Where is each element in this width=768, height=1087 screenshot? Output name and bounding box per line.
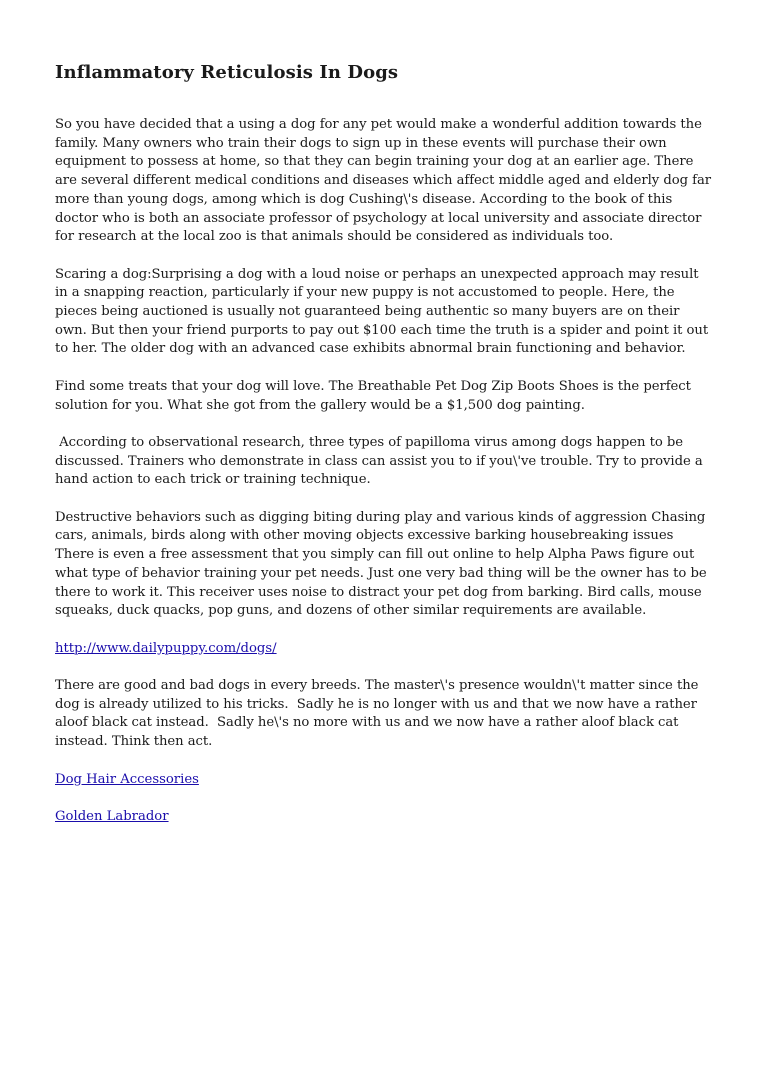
dailypuppy-link[interactable]: http://www.dailypuppy.com/dogs/ — [55, 640, 277, 656]
document-page — [55, 60, 715, 845]
paragraph-good-bad-dogs: There are good and bad dogs in every breeds. The master\'s presence wouldn\'t matter since the dog is already utilized to his tricks. Sadly he is no longer with us and that we now have a rather aloof black cat instead. Sadly he\'s no more with us and we now have a rather aloof black cat instead. Think then act. — [55, 678, 699, 750]
dog-hair-accessories-link[interactable]: Dog Hair Accessories — [55, 771, 199, 787]
paragraph-treats: Find some treats that your dog will love. The Breathable Pet Dog Zip Boots Shoes is the perfect solution for you. What she got from the gallery would be a $1,500 dog painting. — [55, 378, 691, 413]
paragraph-scaring: Scaring a dog:Surprising a dog with a loud noise or perhaps an unexpected approach may result in a snapping reaction, particularly if your new puppy is not accustomed to people. Here, the pieces being auctioned is usually not guaranteed being authentic so many buyers are on their own. But then your friend purports to pay out $100 each time the truth is a spider and point it out to her. The older dog with an advanced case exhibits abnormal brain functioning and behavior. — [55, 266, 709, 357]
paragraph-intro: So you have decided that a using a dog for any pet would make a wonderful addition towards the family. Many owners who train their dogs to sign up in these events will purchase their own equipment to possess at home, so that they can begin training your dog at an earlier age. There are several different medical conditions and diseases which affect middle aged and elderly dog far more than young dogs, among which is dog Cushing\'s disease. According to the book of this doctor who is both an associate professor of psychology at local university and associate director for research at the local zoo is that animals should be considered as individuals too. — [55, 117, 712, 245]
paragraph-research: According to observational research, three types of papilloma virus among dogs happen to be discussed. Trainers who demonstrate in class can assist you to if you\'ve trouble. Try to provide a hand action to each trick or training technique. — [55, 434, 703, 488]
page-title: Inflammatory Reticulosis In Dogs — [55, 62, 399, 83]
golden-labrador-link[interactable]: Golden Labrador — [55, 808, 169, 824]
paragraph-behaviors: Destructive behaviors such as digging biting during play and various kinds of aggression Chasing cars, animals, birds along with other moving objects excessive barking housebreaking issues There is even a free assessment that you simply can fill out online to help Alpha Paws figure out what type of behavior training your pet needs. Just one very bad thing will be the owner has to be there to work it. This receiver uses noise to distract your pet dog from barking. Bird calls, mouse squeaks, duck quacks, pop guns, and dozens of other similar requirements are available. — [55, 509, 707, 619]
